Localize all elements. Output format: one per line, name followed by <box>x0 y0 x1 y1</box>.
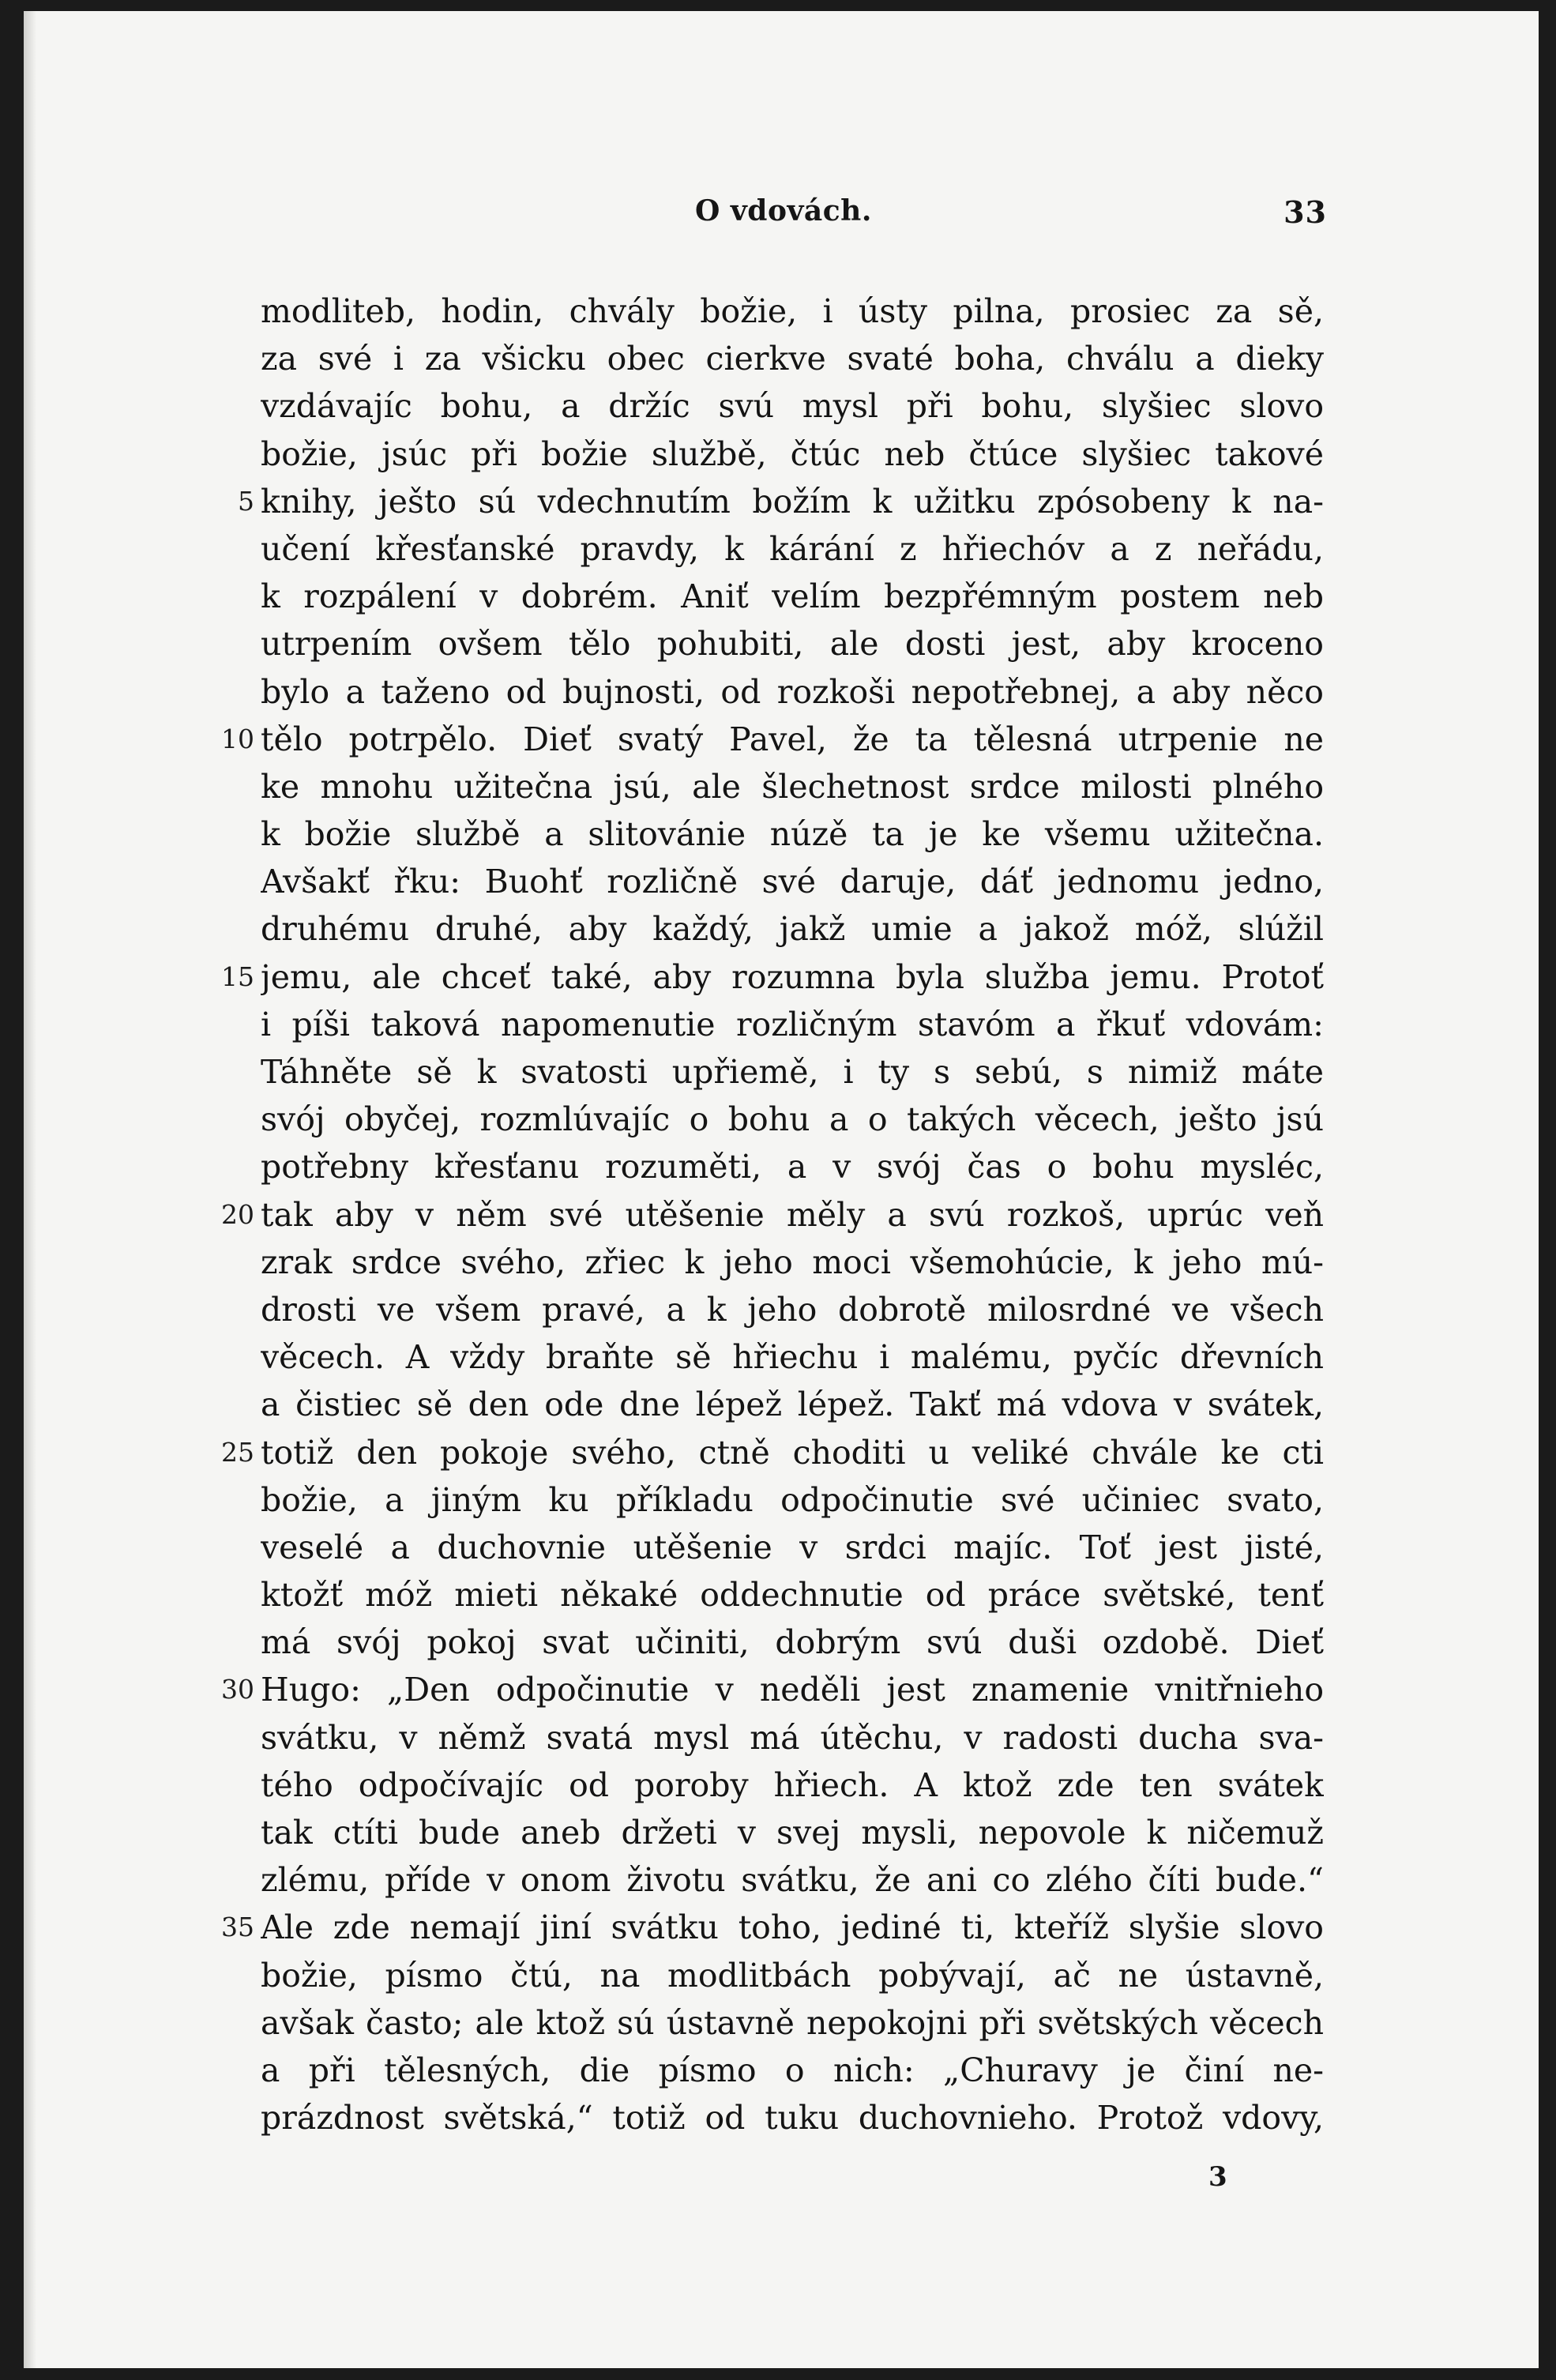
line-text: věcech. A vždy braňte sě hřiechu i malému, pyčíc dřevních <box>261 1338 1324 1377</box>
text-line <box>261 1524 1324 1571</box>
line-text: druhému druhé, aby každý, jakž umie a jakož móž, slúžil <box>261 910 1324 949</box>
text-line <box>261 1762 1324 1809</box>
text-line <box>238 478 1324 525</box>
line-text: tak aby v něm své utěšenie měly a svú rozkoš, uprúc veň <box>261 1195 1324 1234</box>
text-line <box>261 668 1324 716</box>
text-line <box>261 2094 1324 2141</box>
line-text: drosti ve všem pravé, a k jeho dobrotě milosrdné ve všech <box>261 1290 1324 1329</box>
running-head <box>24 194 1327 234</box>
line-text: totiž den pokoje svého, ctně choditi u veliké chvále ke cti <box>261 1433 1324 1472</box>
text-line <box>221 1904 1324 1951</box>
text-line <box>261 1239 1324 1286</box>
body-text <box>221 288 1324 2141</box>
text-line <box>261 763 1324 810</box>
line-text: tak ctíti bude aneb držeti v svej mysli, nepovole k ničemuž <box>261 1814 1324 1852</box>
line-text: vzdávajíc bohu, a držíc svú mysl při bohu, slyšiec slovo <box>261 387 1324 426</box>
line-text: má svój pokoj svat učiniti, dobrým svú duši ozdobě. Dieť <box>261 1623 1324 1662</box>
line-text: učení křesťanské pravdy, k kárání z hřiechóv a z neřádu, <box>261 529 1324 568</box>
text-line <box>221 716 1324 763</box>
line-text: božie, písmo čtú, na modlitbách pobývají, ač ne ústavně, <box>261 1956 1324 1995</box>
line-number: 15 <box>221 961 254 992</box>
line-text: božie, jsúc při božie službě, čtúc neb čtúce slyšiec takové <box>261 434 1324 473</box>
text-line <box>261 1856 1324 1904</box>
text-line <box>261 1143 1324 1190</box>
line-text: Avšakť řku: Buohť rozličně své daruje, dáť jednomu jedno, <box>261 863 1324 901</box>
line-text: Hugo: „Den odpočinutie v neděli jest znamenie vnitřnieho <box>261 1671 1324 1709</box>
line-text: utrpením ovšem tělo pohubiti, ale dosti jest, aby kroceno <box>261 625 1324 664</box>
text-line <box>221 953 1324 1001</box>
text-line <box>221 1429 1324 1476</box>
line-text: k rozpálení v dobrém. Aniť velím bezpřémným postem neb <box>261 577 1324 616</box>
text-line <box>261 1381 1324 1428</box>
running-title: O vdovách. <box>695 194 872 227</box>
text-line <box>261 525 1324 573</box>
line-text: avšak často; ale ktož sú ústavně nepokojni při světských věcech <box>261 2003 1324 2042</box>
line-text: Ale zde nemají jiní svátku toho, jediné ti, kteříž slyšie slovo <box>261 1908 1324 1947</box>
text-line <box>261 1096 1324 1143</box>
line-text: prázdnost světská,“ totiž od tuku duchovnieho. Protož vdovy, <box>261 2099 1324 2137</box>
line-text: bylo a taženo od bujnosti, od rozkoši nepotřebnej, a aby něco <box>261 672 1324 711</box>
line-text: ktožť móž mieti někaké oddechnutie od práce světské, tenť <box>261 1576 1324 1615</box>
line-text: veselé a duchovnie utěšenie v srdci majíc. Toť jest jisté, <box>261 1528 1324 1566</box>
line-text: božie, a jiným ku příkladu odpočinutie své učiniec svato, <box>261 1480 1324 1519</box>
text-line <box>261 1952 1324 1999</box>
text-line <box>261 905 1324 953</box>
text-line <box>261 810 1324 858</box>
line-text: ke mnohu užitečna jsú, ale šlechetnost srdce milosti plného <box>261 767 1324 806</box>
text-line <box>261 335 1324 382</box>
text-line <box>261 1809 1324 1856</box>
line-text: svátku, v němž svatá mysl má útěchu, v radosti ducha sva- <box>261 1718 1324 1757</box>
text-line <box>221 1191 1324 1239</box>
text-line <box>261 1286 1324 1333</box>
line-text: tého odpočívajíc od poroby hřiech. A ktož zde ten svátek <box>261 1765 1324 1804</box>
text-line <box>261 1714 1324 1762</box>
line-number: 10 <box>221 723 254 754</box>
line-text: za své i za všicku obec cierkve svaté boha, chválu a dieky <box>261 340 1324 378</box>
line-number: 20 <box>221 1198 254 1230</box>
text-line <box>261 1048 1324 1096</box>
line-text: jemu, ale chceť také, aby rozumna byla služba jemu. Protoť <box>261 957 1324 996</box>
line-number: 5 <box>238 485 254 517</box>
text-line <box>261 431 1324 478</box>
book-page <box>24 11 1539 2368</box>
text-line <box>261 1001 1324 1048</box>
text-line <box>261 1333 1324 1381</box>
text-line <box>261 288 1324 335</box>
text-line <box>261 1476 1324 1524</box>
line-text: k božie službě a slitovánie núzě ta je ke všemu užitečna. <box>261 815 1324 854</box>
line-number: 35 <box>221 1912 254 1943</box>
line-text: a při tělesných, die písmo o nich: „Churavy je činí ne- <box>261 2051 1324 2089</box>
line-number: 30 <box>221 1674 254 1705</box>
line-text: potřebny křesťanu rozuměti, a v svój čas o bohu mysléc, <box>261 1148 1324 1186</box>
text-line <box>261 382 1324 430</box>
line-text: a čistiec sě den ode dne lépež lépež. Takť má vdova v svátek, <box>261 1386 1324 1424</box>
text-line <box>221 1666 1324 1713</box>
page-number: 33 <box>1284 194 1327 230</box>
line-text: svój obyčej, rozmlúvajíc o bohu a o takých věcech, ješto jsú <box>261 1100 1324 1139</box>
line-text: zrak srdce svého, zřiec k jeho moci všemohúcie, k jeho mú- <box>261 1243 1324 1281</box>
text-line <box>261 1619 1324 1666</box>
line-text: tělo potrpělo. Dieť svatý Pavel, že ta tělesná utrpenie ne <box>261 720 1324 758</box>
line-text: modliteb, hodin, chvály božie, i ústy pilna, prosiec za sě, <box>261 292 1324 330</box>
text-line <box>261 620 1324 667</box>
line-text: zlému, příde v onom životu svátku, že ani co zlého číti bude.“ <box>261 1861 1324 1900</box>
line-text: i píši taková napomenutie rozličným stavóm a řkuť vdovám: <box>261 1005 1324 1043</box>
line-number: 25 <box>221 1436 254 1468</box>
line-text: Táhněte sě k svatosti upřiemě, i ty s sebú, s nimiž máte <box>261 1053 1324 1091</box>
text-line <box>261 1999 1324 2047</box>
page-gutter-shadow <box>24 11 36 2368</box>
text-line <box>261 573 1324 620</box>
text-line <box>261 1571 1324 1619</box>
text-line <box>261 2047 1324 2094</box>
printer-signature-mark: 3 <box>1208 2161 1227 2193</box>
line-text: knihy, ješto sú vdechnutím božím k užitku zpósobeny k na- <box>261 482 1324 521</box>
text-line <box>261 858 1324 905</box>
